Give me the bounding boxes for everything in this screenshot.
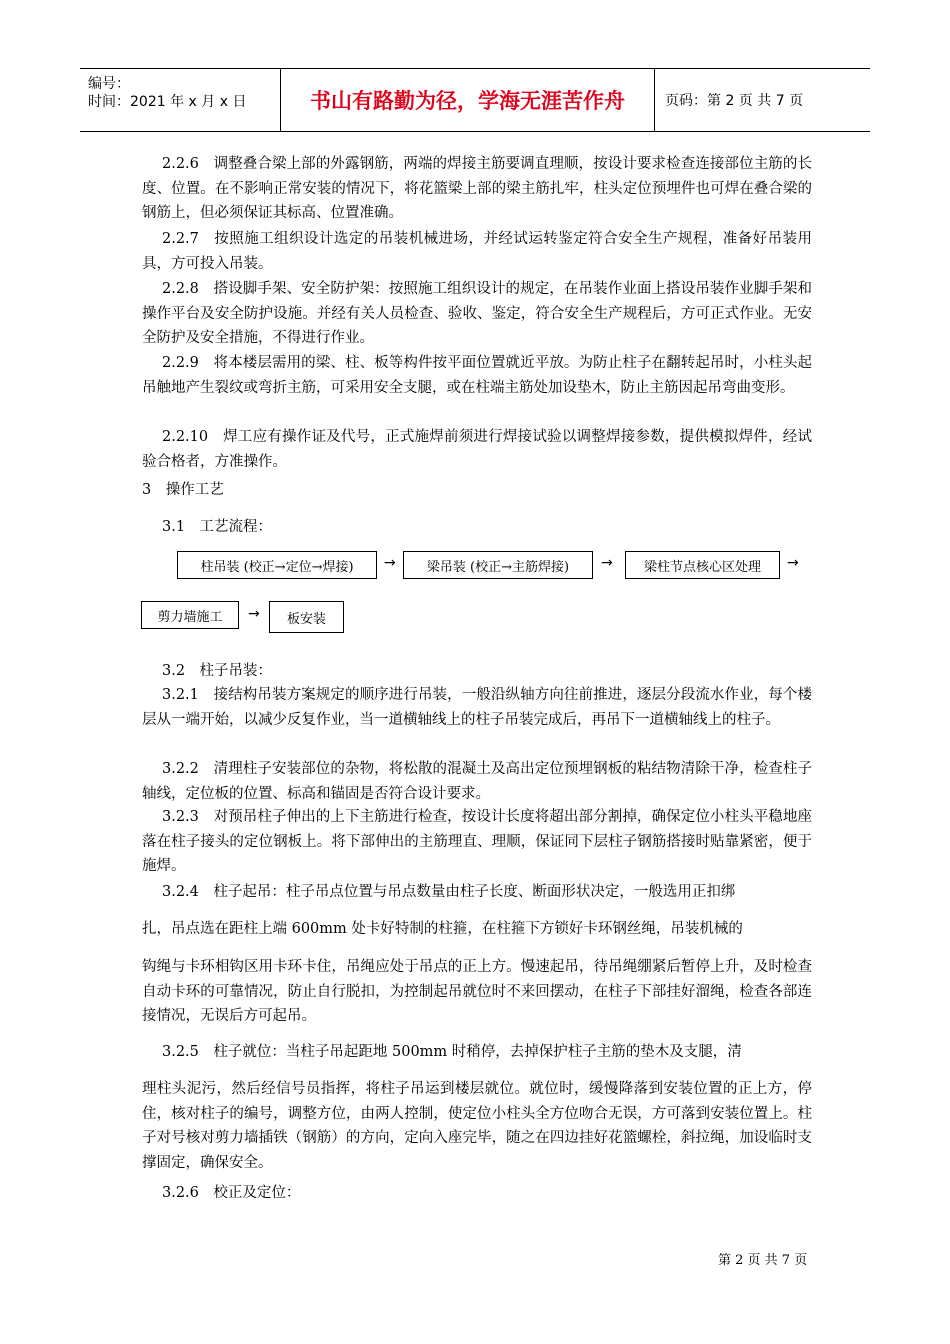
section-heading-3-2: 3.2 柱子吊装： (162, 663, 273, 679)
paragraph-3-2-5-line1: 3.2.5 柱子就位：当柱子吊起距地 500mm 时稍停，去掉保护柱子主筋的垫木及支腿，清 (162, 1044, 742, 1060)
paragraph-3-2-2: 3.2.2 清理柱子安装部位的杂物，将松散的混凝土及高出定位预埋钢板的粘结物清除干净，检查柱子轴线，定位板的位置、标高和锚固是否符合设计要求。 (142, 761, 812, 802)
paragraph-2-2-8: 2.2.8 搭设脚手架、安全防护架：按照施工组织设计的规定，在吊装作业面上搭设吊装作业脚手架和操作平台及安全防护设施。并经有关人员检查、验收、鉴定，符合安全生产规程后，方可正式作业。无安全防护及安全措施，不得进行作业。 (142, 281, 812, 346)
paragraph-3-2-1: 3.2.1 接结构吊装方案规定的顺序进行吊装，一般沿纵轴方向往前推进，逐层分段流水作业，每个楼层从一端开始，以减少反复作业，当一道横轴线上的柱子吊装完成后，再吊下一道横轴线上的柱子。 (142, 687, 812, 728)
paragraph-3-2-3: 3.2.3 对预吊柱子伸出的上下主筋进行检查，按设计长度将超出部分割掉，确保定位小柱头平稳地座落在柱子接头的定位钢板上。将下部伸出的主筋理直、理顺，保证同下层柱子钢筋搭接时贴靠紧密，便于施焊。 (142, 809, 812, 874)
paragraph-2-2-7: 2.2.7 按照施工组织设计选定的吊装机械进场，并经试运转鉴定符合安全生产规程，准备好吊装用具，方可投入吊装。 (142, 231, 812, 272)
flow-arrow: → (384, 555, 396, 571)
header-motto: 书山有路勤为径，学海无涯苦作舟 (280, 69, 655, 131)
flow-step-slab-install: 板安装 (269, 601, 344, 633)
paragraph-2-2-10: 2.2.10 焊工应有操作证及代号，正式施焊前须进行焊接试验以调整焊接参数，提供模拟焊件，经试验合格者，方准操作。 (142, 429, 812, 470)
doc-code-label: 编号： (88, 76, 130, 92)
doc-time-label: 时间：2021 年 x 月 x 日 (88, 94, 247, 110)
paragraph-2-2-6: 2.2.6 调整叠合梁上部的外露钢筋，两端的焊接主筋要调直理顺，按设计要求检查连接部位主筋的长度、位置。在不影响正常安装的情况下，将花篮梁上部的梁主筋扎牢，柱头定位预埋件也可焊在叠合梁的钢筋上，但必须保证其标高、位置准确。 (142, 156, 812, 221)
flow-arrow: → (601, 555, 613, 571)
flow-step-joint-core: 梁柱节点核心区处理 (625, 551, 780, 579)
section-heading-3-1: 3.1 工艺流程： (162, 519, 273, 535)
flow-arrow: → (248, 606, 260, 622)
paragraph-3-2-5-rest: 理柱头泥污，然后经信号员指挥，将柱子吊运到楼层就位。就位时，缓慢降落到安装位置的正上方，停住，核对柱子的编号，调整方位，由两人控制，使定位小柱头全方位吻合无误，方可落到安装位置上。柱子对号核对剪力墙插铁（钢筋）的方向，定向入座完毕，随之在四边挂好花篮螺栓，斜拉绳，加设临时支撑固定，确保安全。 (142, 1081, 812, 1171)
paragraph-3-2-4-line1: 3.2.4 柱子起吊：柱子吊点位置与吊点数量由柱子长度、断面形状决定，一般选用正扣绑 (162, 884, 736, 900)
paragraph-3-2-4-line2: 扎，吊点选在距柱上端 600mm 处卡好特制的柱箍，在柱箍下方锁好卡环钢丝绳，吊装机械的 (142, 921, 743, 937)
footer-page-number: 第 2 页 共 7 页 (718, 1253, 808, 1268)
paragraph-2-2-9: 2.2.9 将本楼层需用的梁、柱、板等构件按平面位置就近平放。为防止柱子在翻转起吊时，小柱头起吊触地产生裂纹或弯折主筋，可采用安全支腿，或在柱端主筋处加设垫木，防止主筋因起吊弯曲变形。 (142, 355, 812, 396)
header-meta (80, 69, 280, 131)
page-header (80, 68, 870, 132)
paragraph-3-2-4-rest: 钩绳与卡环相钩区用卡环卡住，吊绳应处于吊点的正上方。慢速起吊，待吊绳绷紧后暂停上升，及时检查自动卡环的可靠情况，防止自行脱扣，为控制起吊就位时不来回摆动，在柱子下部挂好溜绳，检查各部连接情况，无误后方可起吊。 (142, 959, 812, 1024)
section-heading-3: 3 操作工艺 (142, 482, 224, 498)
section-heading-3-2-6: 3.2.6 校正及定位： (162, 1185, 301, 1201)
flow-step-beam-lifting: 梁吊装 (校正→主筋焊接) (403, 551, 593, 579)
flow-step-column-lifting: 柱吊装 (校正→定位→焊接) (177, 551, 377, 579)
flow-step-shear-wall: 剪力墙施工 (141, 601, 239, 629)
header-page-number: 页码：第 2 页 共 7 页 (665, 93, 804, 109)
flow-arrow: → (787, 555, 799, 571)
